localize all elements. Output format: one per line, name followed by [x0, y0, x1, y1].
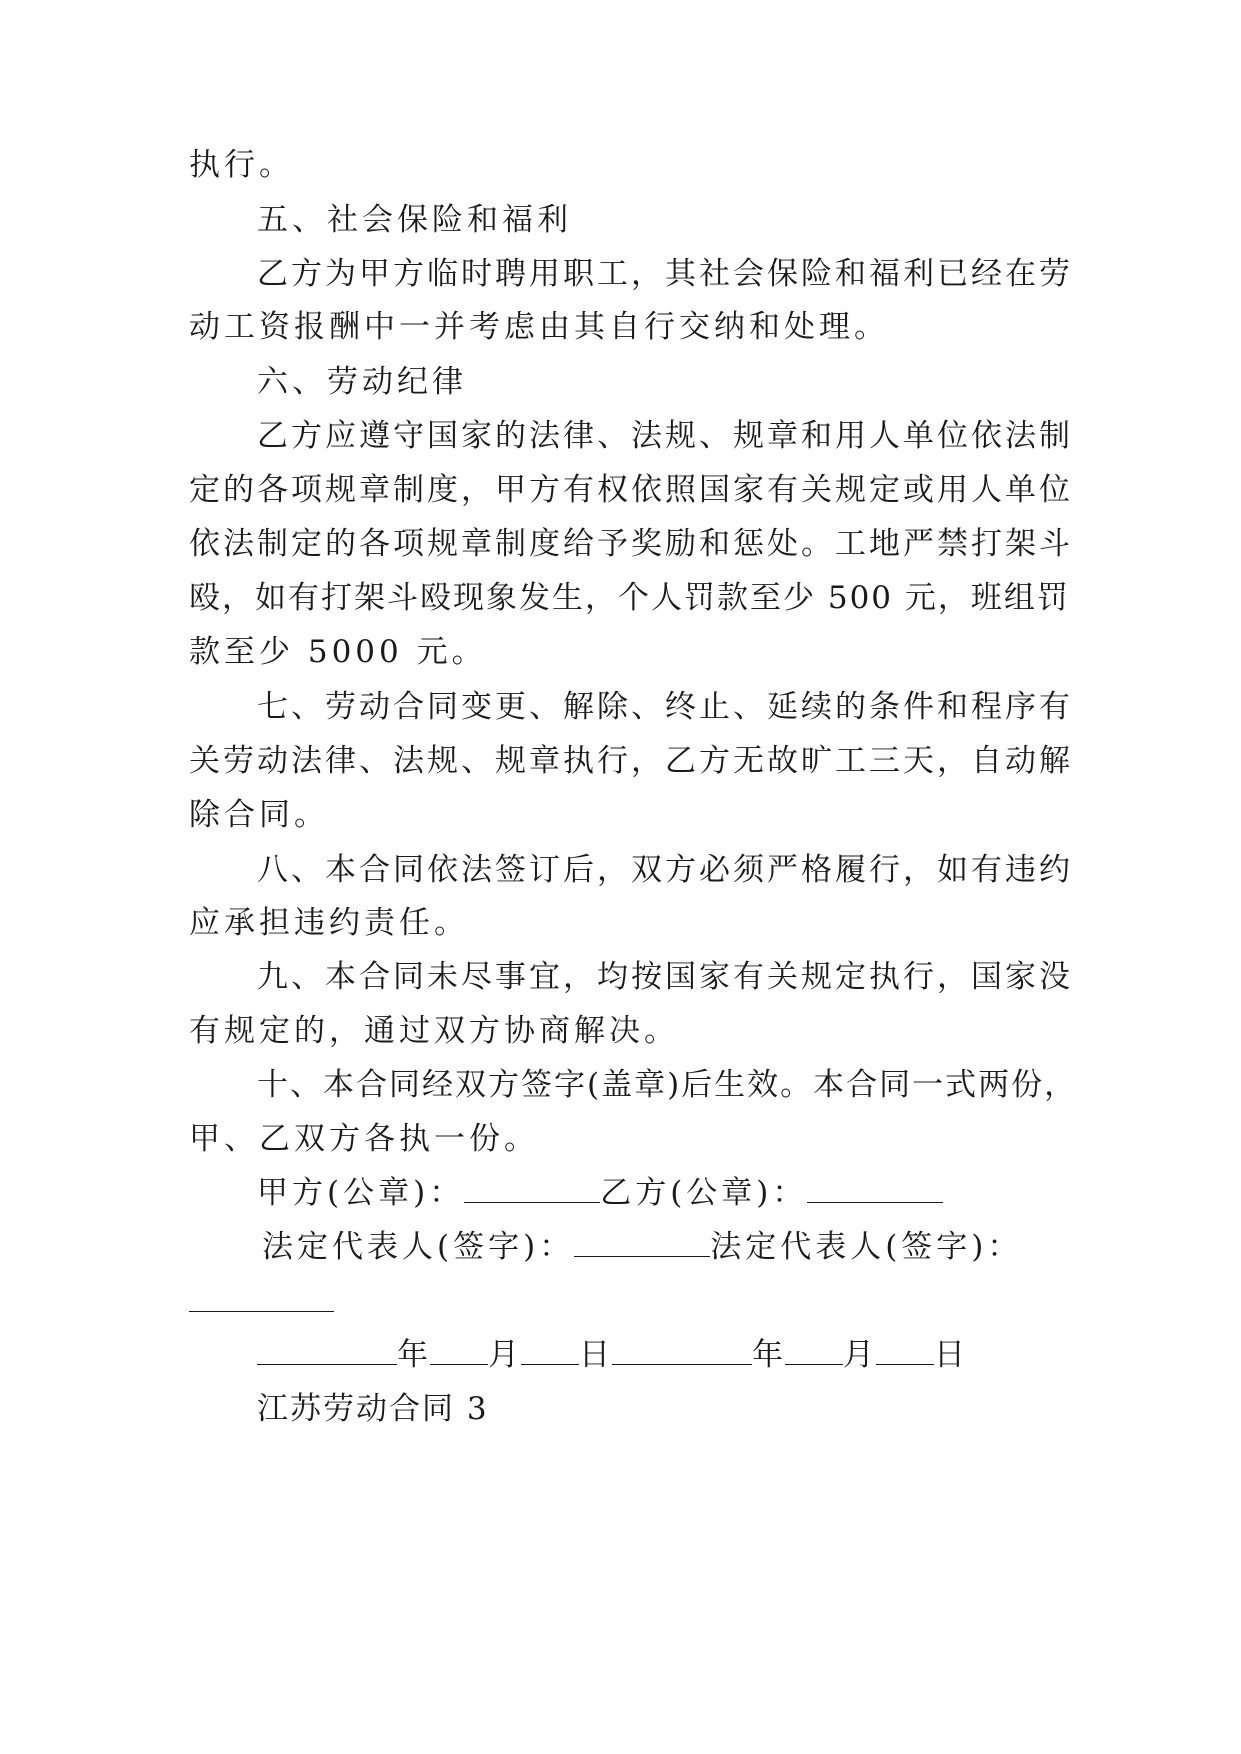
year-b-label: 年: [752, 1337, 785, 1373]
text-line: 定的各项规章制度，甲方有权依照国家有关规定或用人单位: [189, 472, 1073, 508]
day-a-blank: [521, 1338, 579, 1365]
text-line: 依法制定的各项规章制度给予奖励和惩处。工地严禁打架斗: [189, 526, 1073, 562]
day-b-blank: [876, 1338, 934, 1365]
rep-b-blank-row: [189, 1282, 334, 1322]
text-line: 十、本合同经双方签字(盖章)后生效。本合同一式两份，: [257, 1067, 1078, 1103]
text-line: 乙方应遵守国家的法律、法规、规章和用人单位依法制: [257, 418, 1073, 454]
party-b-seal-blank: [807, 1176, 943, 1203]
text-line: 应承担违约责任。: [189, 905, 469, 941]
section-heading: 六、劳动纪律: [257, 364, 467, 400]
rep-b-label: 法定代表人(签字)：: [710, 1229, 1023, 1265]
rep-b-blank: [189, 1285, 334, 1312]
party-b-seal-label: 乙方(公章)：: [600, 1175, 808, 1211]
party-a-seal-label: 甲方(公章)：: [257, 1175, 465, 1211]
text-line: 殴，如有打架斗殴现象发生，个人罚款至少 500 元，班组罚: [189, 580, 1070, 616]
year-a-blank: [257, 1338, 397, 1365]
text-line: 除合同。: [189, 797, 329, 833]
section-heading: 五、社会保险和福利: [257, 202, 572, 238]
text-line: 七、劳动合同变更、解除、终止、延续的条件和程序有: [257, 689, 1073, 725]
rep-a-blank: [574, 1230, 710, 1257]
date-row: [257, 1335, 967, 1375]
month-a-blank: [430, 1338, 488, 1365]
text-line: 八、本合同依法签订后，双方必须严格履行，如有违约: [257, 852, 1073, 888]
day-a-label: 日: [579, 1337, 612, 1373]
next-section-title: 江苏劳动合同 3: [257, 1391, 489, 1427]
year-a-label: 年: [397, 1337, 430, 1373]
year-b-blank: [612, 1338, 752, 1365]
text-line: 九、本合同未尽事宜，均按国家有关规定执行，国家没: [257, 959, 1073, 995]
party-a-seal-blank: [464, 1176, 600, 1203]
text-line: 款至少 5000 元。: [189, 634, 487, 670]
text-line: 甲、乙双方各执一份。: [189, 1121, 539, 1157]
month-b-label: 月: [843, 1337, 876, 1373]
representative-row: [262, 1227, 1022, 1267]
seal-row: [257, 1173, 943, 1213]
rep-a-label: 法定代表人(签字)：: [262, 1229, 575, 1265]
text-line: 有规定的，通过双方协商解决。: [189, 1013, 679, 1049]
text-line: 乙方为甲方临时聘用职工，其社会保险和福利已经在劳: [257, 256, 1073, 292]
month-a-label: 月: [488, 1337, 521, 1373]
text-line: 执行。: [189, 147, 294, 183]
day-b-label: 日: [934, 1337, 967, 1373]
text-line: 关劳动法律、法规、规章执行，乙方无故旷工三天，自动解: [189, 743, 1073, 779]
text-line: 动工资报酬中一并考虑由其自行交纳和处理。: [189, 309, 889, 345]
month-b-blank: [785, 1338, 843, 1365]
